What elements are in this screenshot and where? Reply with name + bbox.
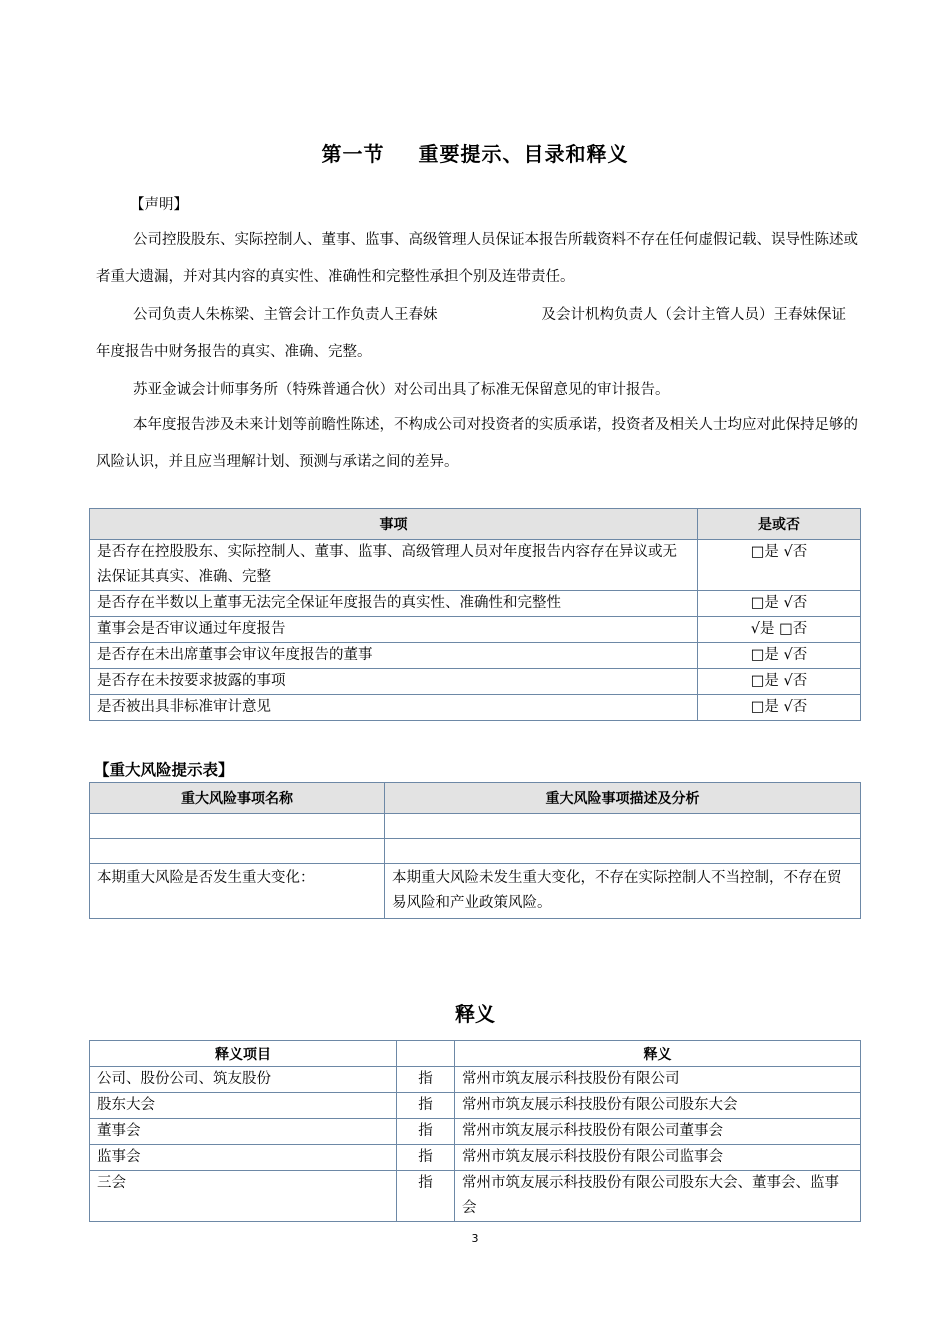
definitions-header-row — [90, 1041, 861, 1067]
matter-answer: □是 √否 — [698, 540, 861, 591]
risk-desc-empty — [385, 814, 861, 839]
risk-desc-empty — [385, 839, 861, 864]
definition-ref: 指 — [397, 1093, 455, 1119]
matter-answer: □是 √否 — [698, 695, 861, 721]
table-row — [90, 540, 861, 591]
table-row — [90, 1171, 861, 1222]
definition-meaning: 常州市筑友展示科技股份有限公司 — [455, 1067, 861, 1093]
definition-term: 董事会 — [90, 1119, 397, 1145]
risk-name-empty — [90, 839, 385, 864]
definition-term: 三会 — [90, 1171, 397, 1222]
matter-answer: □是 √否 — [698, 669, 861, 695]
definitions-header-term: 释义项目 — [90, 1041, 397, 1067]
matter-item: 是否存在未按要求披露的事项 — [90, 669, 698, 695]
statement-p3-text: 苏亚金诚会计师事务所（特殊普通合伙）对公司出具了标准无保留意见的审计报告。 — [133, 382, 670, 398]
statement-p2-part-b: 及会计机构负责人（会计主管人员）王春妹保证年度报告中财务报告的真实、准确、完整。 — [96, 307, 846, 360]
statement-p1-text: 公司控股股东、实际控制人、董事、监事、高级管理人员保证本报告所载资料不存在任何虚假记载、误导性陈述或者重大遗漏，并对其内容的真实性、准确性和完整性承担个别及连带责任。 — [96, 232, 858, 285]
definition-meaning: 常州市筑友展示科技股份有限公司股东大会、董事会、监事会 — [455, 1171, 861, 1222]
table-row — [90, 1119, 861, 1145]
definition-term: 监事会 — [90, 1145, 397, 1171]
statement-paragraph-3 — [96, 372, 858, 409]
definition-ref: 指 — [397, 1145, 455, 1171]
risk-table — [89, 782, 861, 919]
statement-p4-text: 本年度报告涉及未来计划等前瞻性陈述，不构成公司对投资者的实质承诺，投资者及相关人士均应对此保持足够的风险认识，并且应当理解计划、预测与承诺之间的差异。 — [96, 417, 858, 470]
section-number: 第一节 — [321, 142, 385, 166]
statement-heading: 【声明】 — [130, 197, 188, 213]
statement-paragraph-2 — [96, 297, 858, 371]
statement-p2-part-a: 公司负责人朱栋梁、主管会计工作负责人王春妹 — [133, 307, 438, 323]
matter-answer: √是 □否 — [698, 617, 861, 643]
matter-item: 是否被出具非标准审计意见 — [90, 695, 698, 721]
matter-item: 是否存在控股股东、实际控制人、董事、监事、高级管理人员对年度报告内容存在异议或无法保证其真实、准确、完整 — [90, 540, 698, 591]
table-row — [90, 1067, 861, 1093]
section-title — [0, 138, 950, 167]
definitions-header-ref — [397, 1041, 455, 1067]
matter-item: 是否存在半数以上董事无法完全保证年度报告的真实性、准确性和完整性 — [90, 591, 698, 617]
table-row — [90, 643, 861, 669]
page-number: 3 — [471, 1232, 479, 1245]
risk-change-desc: 本期重大风险未发生重大变化，不存在实际控制人不当控制，不存在贸易风险和产业政策风险。 — [385, 864, 861, 919]
matters-table — [89, 508, 861, 721]
matters-header-answer: 是或否 — [698, 509, 861, 540]
definitions-table — [89, 1040, 861, 1222]
risk-change-label: 本期重大风险是否发生重大变化： — [90, 864, 385, 919]
section-title-text: 重要提示、目录和释义 — [418, 142, 629, 166]
matter-item: 董事会是否审议通过年度报告 — [90, 617, 698, 643]
definition-ref: 指 — [397, 1171, 455, 1222]
definition-ref: 指 — [397, 1067, 455, 1093]
definition-term: 股东大会 — [90, 1093, 397, 1119]
risk-heading: 【重大风险提示表】 — [94, 761, 234, 779]
definitions-title: 释义 — [455, 1002, 495, 1026]
matter-item: 是否存在未出席董事会审议年度报告的董事 — [90, 643, 698, 669]
table-row — [90, 695, 861, 721]
matter-answer: □是 √否 — [698, 643, 861, 669]
definitions-header-meaning: 释义 — [455, 1041, 861, 1067]
table-row — [90, 669, 861, 695]
table-row — [90, 814, 861, 839]
table-row — [90, 617, 861, 643]
table-row — [90, 591, 861, 617]
table-row — [90, 1093, 861, 1119]
matters-header-row — [90, 509, 861, 540]
risk-header-desc: 重大风险事项描述及分析 — [385, 783, 861, 814]
definition-ref: 指 — [397, 1119, 455, 1145]
table-row — [90, 1145, 861, 1171]
statement-paragraph-4 — [96, 407, 858, 481]
table-row — [90, 864, 861, 919]
risk-header-row — [90, 783, 861, 814]
definition-meaning: 常州市筑友展示科技股份有限公司董事会 — [455, 1119, 861, 1145]
definition-meaning: 常州市筑友展示科技股份有限公司监事会 — [455, 1145, 861, 1171]
statement-paragraph-1 — [96, 222, 858, 296]
definition-term: 公司、股份公司、筑友股份 — [90, 1067, 397, 1093]
risk-header-name: 重大风险事项名称 — [90, 783, 385, 814]
matters-header-item: 事项 — [90, 509, 698, 540]
risk-name-empty — [90, 814, 385, 839]
matter-answer: □是 √否 — [698, 591, 861, 617]
table-row — [90, 839, 861, 864]
definition-meaning: 常州市筑友展示科技股份有限公司股东大会 — [455, 1093, 861, 1119]
